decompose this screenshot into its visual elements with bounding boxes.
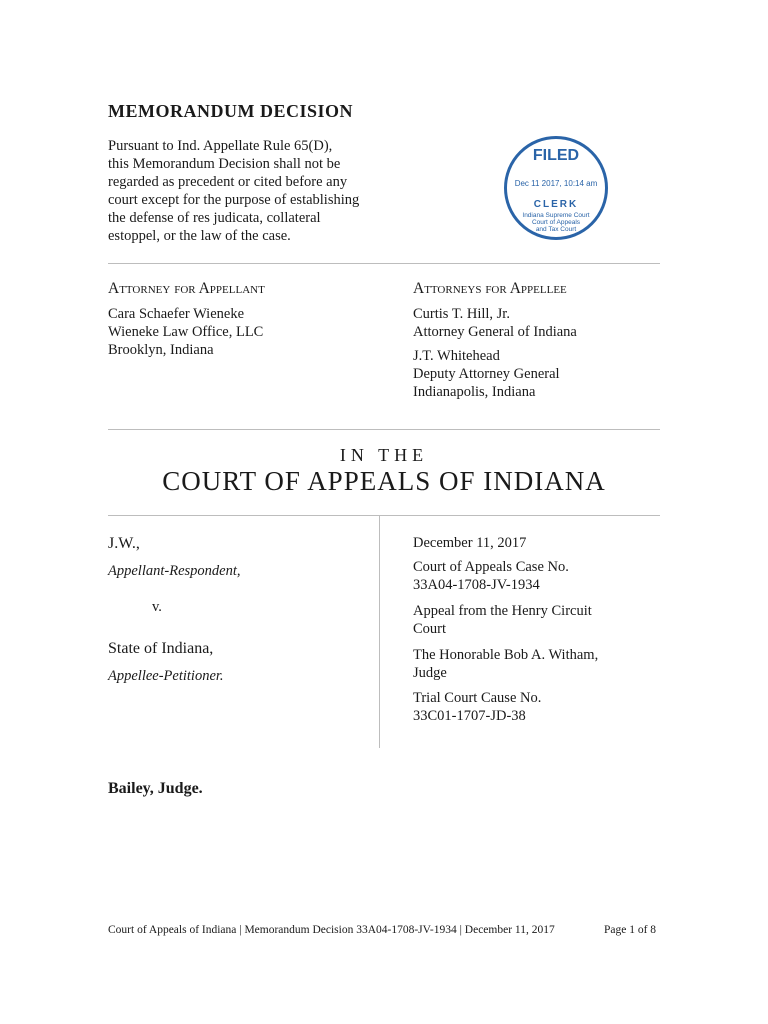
divider (108, 263, 660, 264)
appellant-attorney-heading: Attorney for Appellant (108, 280, 265, 297)
appellee-attorney-block (413, 347, 577, 401)
divider (108, 429, 660, 430)
trial-judge-line: The Honorable Bob A. Witham, (413, 647, 599, 663)
trial-judge-line: Judge (413, 665, 447, 681)
appeal-source (413, 602, 592, 638)
appellant-attorney-line: Cara Schaefer Wieneke (108, 306, 245, 322)
appellee-role: Appellee-Petitioner. (108, 668, 224, 684)
stamp-court-line: Court of Appeals (531, 219, 581, 226)
appellant-attorney-section (108, 280, 265, 359)
appellee-attorney-line: J.T. Whitehead (413, 348, 500, 364)
disclaimer-line: this Memorandum Decision shall not be (108, 156, 341, 172)
divider (108, 515, 660, 516)
trial-cause-line: 33C01-1707-JD-38 (413, 708, 526, 724)
opinion-author: Bailey, Judge. (108, 780, 203, 797)
appellee-attorney-block (413, 305, 577, 341)
precedent-disclaimer (108, 137, 398, 245)
disclaimer-line: estoppel, or the law of the case. (108, 228, 291, 244)
disclaimer-line: regarded as precedent or cited before any (108, 174, 348, 190)
court-name: COURT OF APPEALS OF INDIANA (162, 466, 606, 496)
filed-stamp (504, 136, 608, 240)
appellee-attorney-heading: Attorneys for Appellee (413, 280, 567, 297)
appellee-attorney-line: Curtis T. Hill, Jr. (413, 306, 510, 322)
appeal-source-line: Court (413, 621, 447, 637)
stamp-date: Dec 11 2017, 10:14 am (514, 179, 598, 188)
trial-judge (413, 646, 598, 682)
document-title: MEMORANDUM DECISION (108, 101, 353, 121)
trial-cause-line: Trial Court Cause No. (413, 690, 542, 706)
case-number-line: Court of Appeals Case No. (413, 559, 569, 575)
case-number-line: 33A04-1708-JV-1934 (413, 577, 540, 593)
appellant-role: Appellant-Respondent, (108, 563, 241, 579)
appeal-source-line: Appeal from the Henry Circuit (413, 603, 592, 619)
stamp-court-line: Indiana Supreme Court (522, 212, 590, 219)
appellant-attorney-line: Wieneke Law Office, LLC (108, 324, 264, 340)
stamp-clerk-label: CLERK (533, 199, 579, 210)
caption-divider (379, 516, 380, 748)
case-number (413, 558, 569, 594)
stamp-filed-label: FILED (532, 147, 580, 164)
page-number: Page 1 of 8 (604, 924, 657, 936)
appellant-attorney-line: Brooklyn, Indiana (108, 342, 214, 358)
page-footer: Court of Appeals of Indiana | Memorandum Decision 33A04-1708-JV-1934 | December 11, 2017 (108, 924, 555, 936)
appellee-attorney-line: Deputy Attorney General (413, 366, 560, 382)
versus: v. (152, 599, 162, 615)
appellant-name: J.W., (108, 535, 140, 552)
disclaimer-line: court except for the purpose of establishing (108, 192, 360, 208)
appellee-attorney-line: Attorney General of Indiana (413, 324, 577, 340)
appellee-attorney-section (413, 280, 577, 401)
appellee-attorney-line: Indianapolis, Indiana (413, 384, 536, 400)
trial-cause-number (413, 689, 541, 725)
stamp-court-line: and Tax Court (535, 226, 577, 233)
court-preamble: IN THE (339, 445, 429, 465)
appellee-name: State of Indiana, (108, 640, 214, 657)
stamp-court-names (515, 212, 597, 233)
disclaimer-line: Pursuant to Ind. Appellate Rule 65(D), (108, 138, 333, 154)
decision-date: December 11, 2017 (413, 535, 527, 551)
appellant-attorney-block (108, 305, 265, 359)
disclaimer-line: the defense of res judicata, collateral (108, 210, 321, 226)
